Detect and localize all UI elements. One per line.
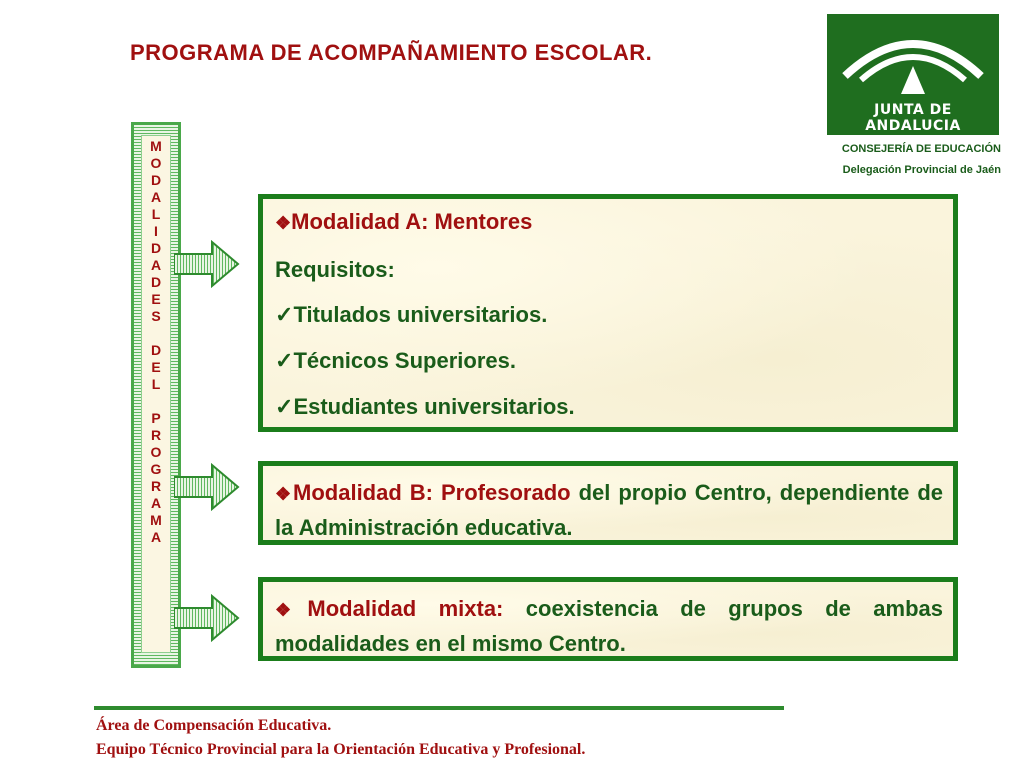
list-item: ✓Titulados universitarios. — [275, 302, 548, 327]
modalidad-mixta-text — [275, 592, 943, 660]
banner-letter: R — [150, 427, 162, 443]
junta-emblem-icon — [827, 14, 999, 104]
modalidad-b-text — [275, 476, 943, 544]
banner-letter: I — [154, 223, 158, 239]
consejeria-label: CONSEJERÍA DE EDUCACIÓN — [841, 143, 1001, 155]
banner-letter: O — [150, 444, 162, 460]
list-item: ✓Estudiantes universitarios. — [275, 394, 575, 419]
banner-letter: D — [150, 172, 162, 188]
vertical-banner-inner — [141, 135, 171, 653]
footer-line-1: Área de Compensación Educativa. — [96, 717, 332, 734]
banner-letter: D — [150, 342, 162, 358]
vertical-banner — [131, 122, 181, 668]
banner-letter: R — [150, 478, 162, 494]
modalidad-mixta-description: coexistencia de grupos de ambas modalidades en el mismo Centro. — [275, 596, 944, 656]
modalidad-a-label: Modalidad A: Mentores — [291, 209, 533, 234]
footer-divider — [94, 706, 784, 710]
banner-letter: A — [150, 189, 162, 205]
modalidad-a-title — [275, 209, 532, 235]
banner-letter: D — [150, 240, 162, 256]
modalidad-mixta-label: Modalidad mixta: — [307, 596, 504, 621]
banner-letter: A — [150, 529, 162, 545]
footer-line-2: Equipo Técnico Provincial para la Orientación Educativa y Profesional. — [96, 741, 586, 758]
banner-letter: M — [150, 138, 162, 154]
banner-letter: G — [150, 461, 162, 477]
list-item: ✓Técnicos Superiores. — [275, 348, 516, 373]
junta-andalucia-logo — [827, 14, 999, 135]
banner-letter: A — [150, 257, 162, 273]
banner-letter: M — [150, 512, 162, 528]
check-icon: ✓ — [275, 394, 294, 419]
banner-letter: D — [150, 274, 162, 290]
banner-letter — [142, 325, 170, 342]
diamond-bullet-icon: ❖ — [275, 484, 294, 504]
banner-letter: S — [151, 308, 161, 324]
arrow-right-icon — [174, 594, 240, 642]
modalidad-mixta-box — [258, 577, 958, 661]
diamond-bullet-icon: ❖ — [275, 600, 308, 620]
diamond-bullet-icon: ❖ — [275, 213, 292, 233]
delegacion-label: Delegación Provincial de Jaén — [842, 164, 1001, 176]
banner-letter: E — [151, 359, 161, 375]
page-title: PROGRAMA DE ACOMPAÑAMIENTO ESCOLAR. — [130, 40, 653, 65]
banner-letter: E — [151, 291, 161, 307]
banner-letter: L — [151, 206, 161, 222]
modalidad-a-box — [258, 194, 958, 432]
modalidad-b-label: Modalidad B: Profesorado — [293, 480, 571, 505]
modalidad-b-box — [258, 461, 958, 545]
banner-letter: O — [150, 155, 162, 171]
banner-letter — [142, 393, 170, 410]
vertical-banner-text — [142, 138, 170, 546]
modalidad-b-description: del propio Centro, dependiente de la Administración educativa. — [275, 480, 943, 540]
banner-letter: P — [151, 410, 161, 426]
check-icon: ✓ — [275, 302, 294, 327]
requisitos-label: Requisitos: — [275, 257, 395, 282]
banner-letter: L — [151, 376, 161, 392]
check-icon: ✓ — [275, 348, 294, 373]
logo-text: JUNTA DE ANDALUCIA — [865, 102, 961, 134]
arrow-right-icon — [174, 463, 240, 511]
arrow-right-icon — [174, 240, 240, 288]
banner-letter: A — [150, 495, 162, 511]
